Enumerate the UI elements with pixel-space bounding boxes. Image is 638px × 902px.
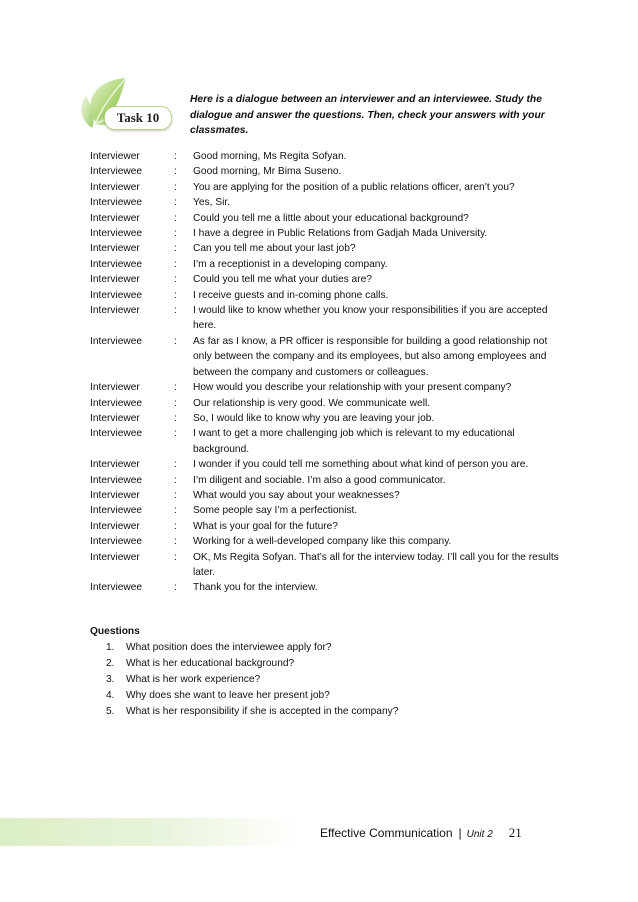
dialogue-line [90, 396, 560, 411]
dialogue-line [90, 164, 560, 179]
dialogue-line [90, 195, 560, 210]
speaker: Interviewer [90, 459, 140, 471]
colon: : [174, 335, 177, 347]
question-number: 4. [106, 689, 115, 701]
colon: : [174, 258, 177, 270]
dialogue-line [90, 534, 560, 549]
colon: : [174, 536, 177, 548]
question-item [90, 704, 560, 720]
colon: : [174, 151, 177, 162]
colon: : [174, 212, 177, 224]
dialogue-line [90, 149, 560, 164]
colon: : [174, 412, 177, 424]
utterance: You are applying for the position of a public relations officer, aren’t you? [193, 181, 515, 193]
footer-unit: Unit 2 [466, 829, 493, 840]
colon: : [174, 243, 177, 255]
dialogue-line [90, 488, 560, 503]
colon: : [174, 397, 177, 409]
utterance: I want to get a more challenging job which is relevant to my educational background. [193, 428, 515, 455]
speaker: Interviewee [90, 228, 143, 240]
utterance: Could you tell me what your duties are? [193, 274, 372, 286]
colon: : [174, 551, 177, 563]
question-text: What position does the interviewee apply for? [126, 641, 332, 653]
speaker: Interviewer [90, 489, 140, 501]
question-item [90, 640, 560, 656]
speaker: Interviewer [90, 274, 140, 286]
utterance: Good morning, Mr Bima Suseno. [193, 166, 342, 178]
question-text: Why does she want to leave her present job? [126, 689, 330, 701]
speaker: Interviewer [90, 212, 140, 224]
speaker: Interviewer [90, 412, 140, 424]
colon: : [174, 228, 177, 240]
utterance: Some people say I’m a perfectionist. [193, 505, 358, 517]
dialogue-line [90, 303, 560, 334]
dialogue [90, 149, 560, 720]
question-number: 5. [106, 705, 115, 717]
speaker: Interviewee [90, 166, 143, 178]
dialogue-line [90, 473, 560, 488]
utterance: Could you tell me a little about your educational background? [193, 212, 469, 224]
colon: : [174, 505, 177, 517]
dialogue-line [90, 519, 560, 534]
dialogue-rows [90, 149, 560, 596]
utterance: I would like to know whether you know your responsibilities if you are accepted here. [193, 305, 548, 332]
utterance: OK, Ms Regita Sofyan. That’s all for the interview today. I’ll call you for the results later. [193, 551, 559, 578]
utterance: I receive guests and in-coming phone calls. [193, 289, 389, 301]
utterance: I have a degree in Public Relations from Gadjah Mada University. [193, 228, 488, 240]
question-item [90, 672, 560, 688]
dialogue-line [90, 503, 560, 518]
question-number: 2. [106, 657, 115, 669]
question-text: What is her responsibility if she is accepted in the company? [126, 705, 399, 717]
utterance: Working for a well-developed company like this company. [193, 536, 452, 548]
utterance: What is your goal for the future? [193, 520, 338, 532]
colon: : [174, 197, 177, 209]
questions-title: Questions [90, 625, 140, 637]
speaker: Interviewee [90, 397, 143, 409]
utterance: Our relationship is very good. We communicate well. [193, 397, 431, 409]
colon: : [174, 274, 177, 286]
dialogue-line [90, 380, 560, 395]
footer-separator: | [458, 826, 462, 840]
colon: : [174, 166, 177, 178]
utterance: I wonder if you could tell me something about what kind of person you are. [193, 459, 529, 471]
speaker: Interviewee [90, 428, 143, 440]
task-badge: Task 10 [104, 106, 172, 130]
utterance: So, I would like to know why you are leaving your job. [193, 412, 435, 424]
dialogue-line [90, 180, 560, 195]
footer-title: Effective Communication [320, 826, 453, 840]
colon: : [174, 305, 177, 317]
colon: : [174, 289, 177, 301]
utterance: Good morning, Ms Regita Sofyan. [193, 151, 347, 162]
question-item [90, 656, 560, 672]
colon: : [174, 382, 177, 394]
utterance: Thank you for the interview. [193, 582, 318, 594]
footer-band [0, 818, 300, 846]
utterance: Yes, Sir. [193, 197, 230, 209]
page-number: 21 [508, 825, 522, 840]
dialogue-line [90, 411, 560, 426]
instructions: Here is a dialogue between an interviewer and an interviewee. Study the dialogue and answer the questions. Then, check your answers with your classmates. [190, 94, 545, 137]
question-item [90, 688, 560, 704]
speaker: Interviewee [90, 197, 143, 209]
speaker: Interviewer [90, 243, 140, 255]
question-number: 1. [106, 641, 115, 653]
dialogue-line [90, 211, 560, 226]
speaker: Interviewee [90, 505, 143, 517]
utterance: As far as I know, a PR officer is responsible for building a good relationship not only between the company and its employees, but also among employees and between the company and customers or colleagues. [193, 335, 548, 378]
question-text: What is her work experience? [126, 673, 261, 685]
speaker: Interviewee [90, 536, 143, 548]
speaker: Interviewer [90, 551, 140, 563]
colon: : [174, 459, 177, 471]
speaker: Interviewer [90, 520, 140, 532]
speaker: Interviewer [90, 151, 140, 162]
dialogue-line [90, 241, 560, 256]
utterance: Can you tell me about your last job? [193, 243, 356, 255]
footer [320, 826, 522, 842]
dialogue-line [90, 288, 560, 303]
question-text: What is her educational background? [126, 657, 295, 669]
dialogue-line [90, 580, 560, 595]
colon: : [174, 428, 177, 440]
speaker: Interviewee [90, 335, 143, 347]
colon: : [174, 489, 177, 501]
speaker: Interviewee [90, 474, 143, 486]
question-list [90, 640, 560, 720]
colon: : [174, 474, 177, 486]
speaker: Interviewer [90, 382, 140, 394]
spacer [90, 596, 560, 624]
dialogue-line [90, 257, 560, 272]
dialogue-line [90, 550, 560, 581]
dialogue-line [90, 226, 560, 241]
utterance: What would you say about your weaknesses? [193, 489, 400, 501]
utterance: I’m a receptionist in a developing company. [193, 258, 388, 270]
dialogue-line [90, 272, 560, 287]
speaker: Interviewee [90, 582, 143, 594]
speaker: Interviewer [90, 305, 140, 317]
colon: : [174, 582, 177, 594]
dialogue-line [90, 334, 560, 380]
question-number: 3. [106, 673, 115, 685]
utterance: How would you describe your relationship with your present company? [193, 382, 512, 394]
colon: : [174, 181, 177, 193]
dialogue-line [90, 457, 560, 472]
colon: : [174, 520, 177, 532]
dialogue-line [90, 426, 560, 457]
speaker: Interviewee [90, 289, 143, 301]
speaker: Interviewee [90, 258, 143, 270]
speaker: Interviewer [90, 181, 140, 193]
utterance: I’m diligent and sociable. I’m also a good communicator. [193, 474, 446, 486]
